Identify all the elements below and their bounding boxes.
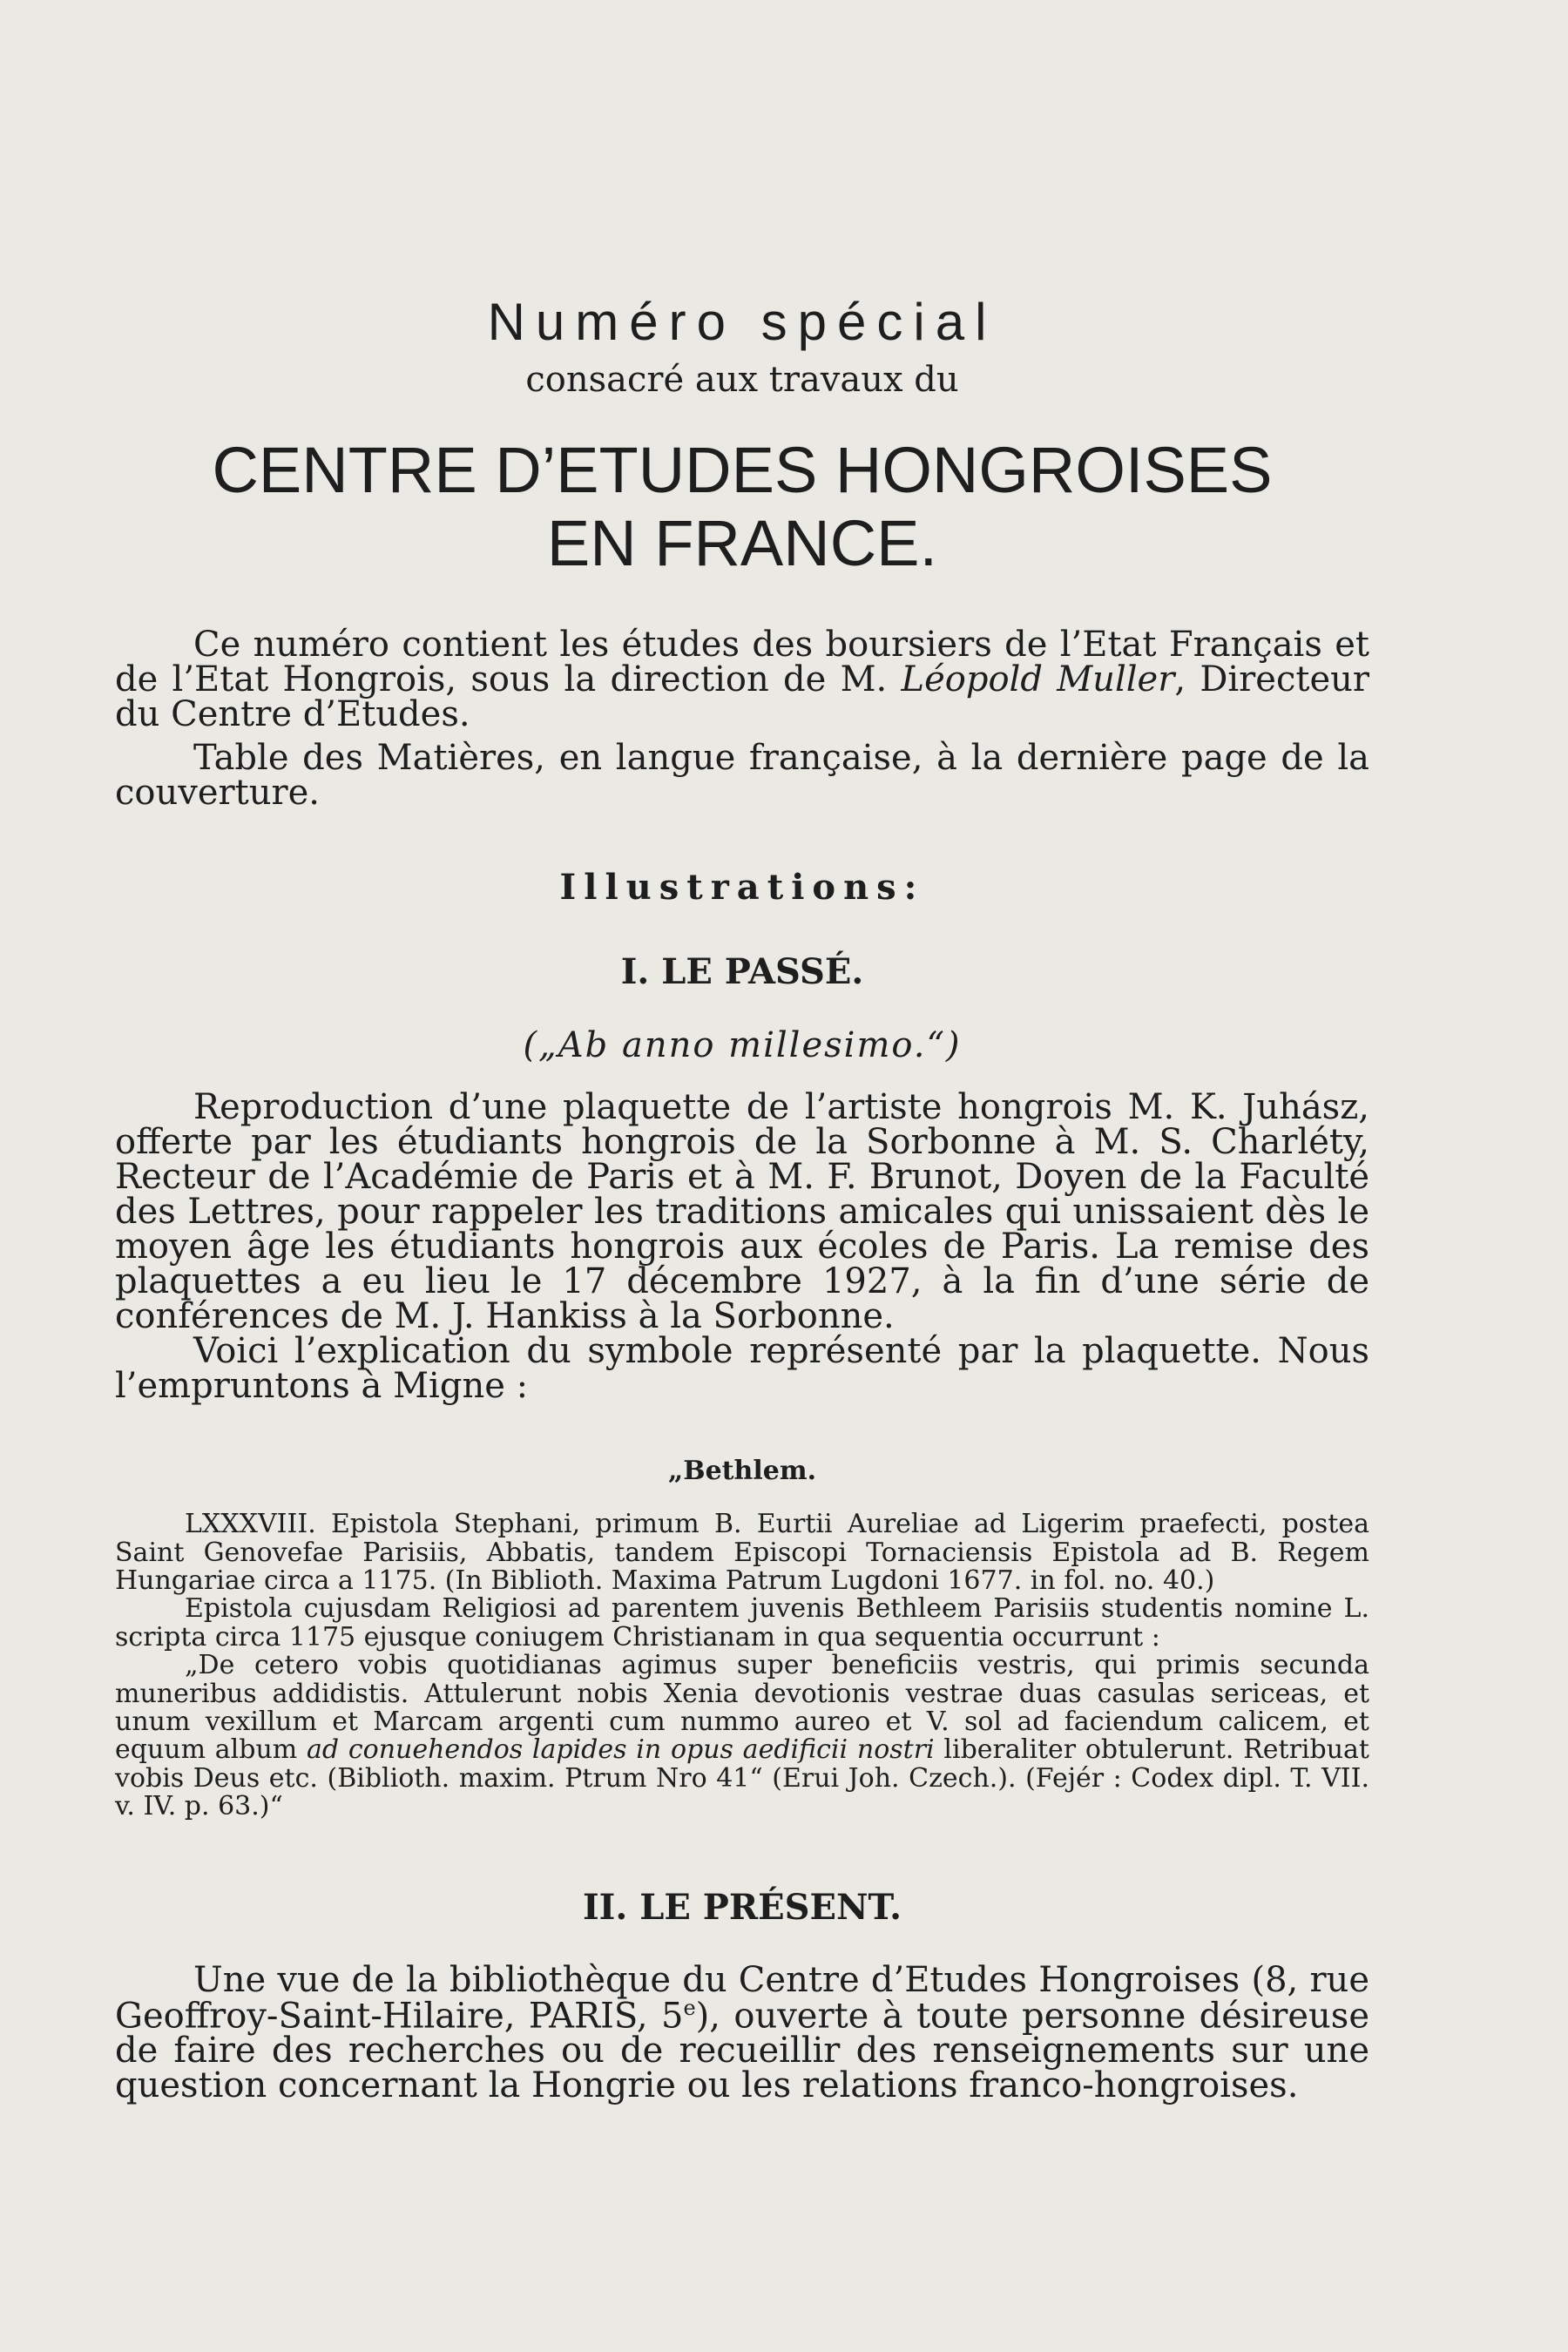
migne-text-b: liberaliter obtulerunt. Retribuat vobis Deus etc. (Biblioth. maxim. Ptrum Nro 41“ (Erui Joh. Czech.). (Fejér : Codex dipl. T. VII. v. IV. p. 63.)“ <box>115 1734 1369 1822</box>
intro-paragraph-2: Table des Matières, en langue française, à la dernière page de la couverture. <box>115 738 1369 814</box>
migne-paragraph-1: LXXXVIII. Epistola Stephani, primum B. Eurtii Aureliae ad Ligerim praefecti, postea Saint Genovefae Parisiis, Abbatis, tandem Episcopi Tornaciensis Epistola ad B. Regem Hungariae circa a 1175. (In Biblioth. Maxima Patrum Lugdoni 1677. in fol. no. 40.) <box>115 1509 1369 1596</box>
centre-title-line-1: CENTRE D’ETUDES HONGROISES <box>212 434 1273 506</box>
migne-heading: „Bethlem. <box>667 1456 817 1487</box>
section-1-paragraph-2: Voici l’explication du symbole représenté par la plaquette. Nous l’empruntons à Migne : <box>115 1331 1369 1407</box>
intro-paragraph-1 <box>115 625 1370 735</box>
page-content <box>115 292 1369 2103</box>
section-2-heading: II. LE PRÉSENT. <box>582 1886 902 1928</box>
present-text-b: ), ouverte à toute personne désireuse de faire des recherches ou de recueillir des renseignements sur une question concernant la Hongrie ou les relations franco-hongroises. <box>115 1995 1369 2105</box>
section-1-quote: („Ab anno millesimo.“) <box>523 1025 962 1066</box>
section-2-body <box>115 1959 1369 2105</box>
intro-text-a: Ce numéro contient les études des boursiers de l’Etat Français et de l’Etat Hongrois, sous la direction de M. <box>115 625 1369 700</box>
section-1-heading: I. LE PASSÉ. <box>620 951 864 993</box>
migne-quotation <box>115 1511 1369 1821</box>
header <box>115 292 1369 579</box>
intro-text-b: , Directeur du Centre d’Etudes. <box>115 659 1370 735</box>
migne-italic-text: ad conuehendos lapides in opus aedificii nostri <box>307 1734 935 1766</box>
section-1-body <box>115 1087 1369 1407</box>
illustrations-heading: Illustrations: <box>559 867 925 909</box>
centre-title-line-2: EN FRANCE. <box>546 506 938 579</box>
superscript-e: e <box>683 1995 696 2020</box>
centre-title <box>115 434 1369 579</box>
section-2-paragraph <box>115 1959 1369 2105</box>
director-name: Léopold Muller <box>901 659 1175 700</box>
present-text-a: Une vue de la bibliothèque du Centre d’Etudes Hongroises (8, rue Geoffroy-Saint-Hilaire, PARIS, 5 <box>115 1959 1369 2036</box>
intro-section <box>115 625 1370 814</box>
migne-paragraph-3 <box>115 1652 1369 1821</box>
migne-text-a: „De cetero vobis quotidianas agimus super beneficiis vestris, qui primis secunda muneribus addidistis. Attulerunt nobis Xenia devotionis vestrae duas casulas sericeas, et unum vexillum et Marcam argenti cum nummo aureo et V. sol ad faciendum calicem, et equum album <box>115 1650 1369 1766</box>
section-1-paragraph-1: Reproduction d’une plaquette de l’artiste hongrois M. K. Juhász, offerte par les étudiants hongrois de la Sorbonne à M. S. Charléty, Recteur de l’Académie de Paris et à M. F. Brunot, Doyen de la Faculté des Lettres, pour rappeler les traditions amicales qui unissaient dès le moyen âge les étudiants hongrois aux écoles de Paris. La remise des plaquettes a eu lieu le 17 décembre 1927, à la fin d’une série de conférences de M. J. Hankiss à la Sorbonne. <box>115 1087 1369 1337</box>
special-issue-subtitle: consacré aux travaux du <box>525 360 959 400</box>
migne-paragraph-2: Epistola cujusdam Religiosi ad parentem juvenis Bethleem Parisiis studentis nomine L. scripta circa 1175 ejusque coniugem Christianam in qua sequentia occurrunt : <box>115 1593 1369 1652</box>
special-issue-title: Numéro spécial <box>487 293 997 351</box>
